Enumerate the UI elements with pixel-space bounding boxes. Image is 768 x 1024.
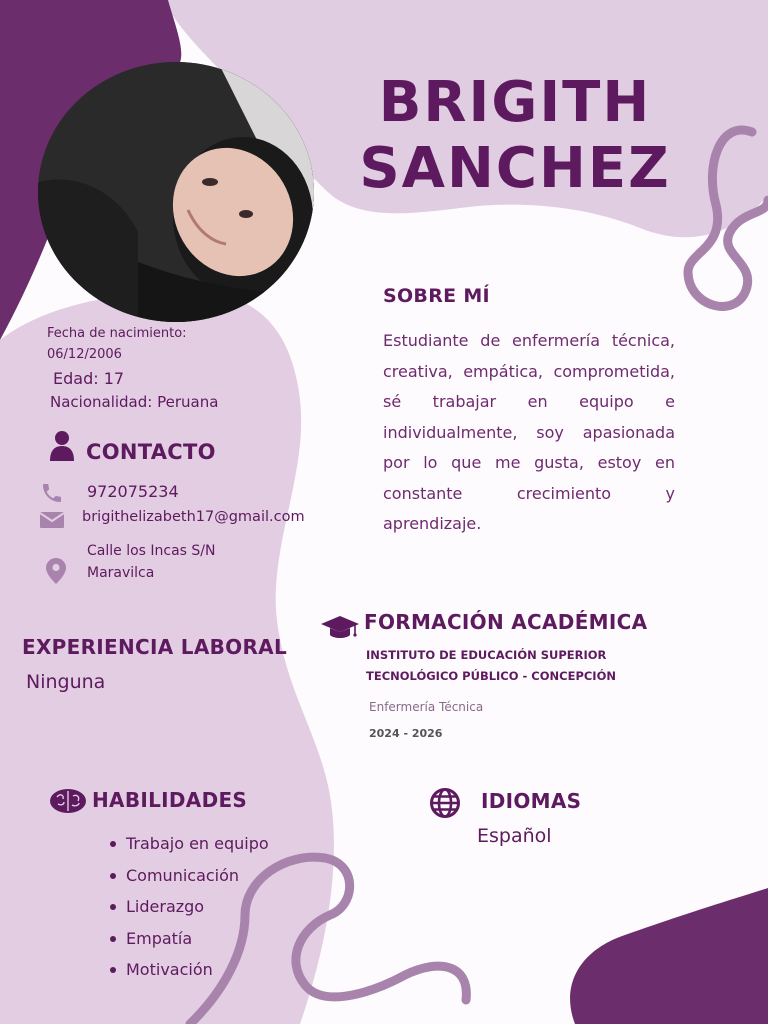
institution-line-1: INSTITUTO DE EDUCACIÓN SUPERIOR (366, 648, 607, 662)
phone-icon (39, 481, 65, 505)
languages-value: Español (477, 825, 552, 847)
full-name (340, 70, 690, 202)
education-years: 2024 - 2026 (369, 727, 443, 740)
contact-address (87, 540, 216, 584)
experience-value: Ninguna (26, 671, 106, 693)
skills-list (108, 828, 269, 986)
nationality: Nacionalidad: Peruana (50, 393, 219, 411)
education-program: Enfermería Técnica (369, 700, 484, 714)
skill-item: Trabajo en equipo (108, 828, 269, 860)
institution-line-2: TECNOLÓGICO PÚBLICO - CONCEPCIÓN (366, 669, 616, 683)
contact-phone[interactable]: 972075234 (87, 482, 179, 501)
globe-icon (429, 787, 461, 819)
mail-icon (39, 511, 65, 529)
education-title: FORMACIÓN ACADÉMICA (364, 610, 648, 634)
experience-title: EXPERIENCIA LABORAL (22, 635, 287, 659)
location-pin-icon (45, 557, 67, 585)
about-title: SOBRE MÍ (383, 285, 490, 307)
brain-icon (49, 787, 87, 815)
skill-item: Liderazgo (108, 891, 269, 923)
birth-label: Fecha de nacimiento: (47, 326, 187, 341)
first-name: BRIGITH (378, 70, 652, 135)
birth-date: 06/12/2006 (47, 347, 122, 362)
last-name: SANCHEZ (359, 136, 671, 201)
person-icon (49, 430, 75, 462)
education-institution (366, 645, 616, 687)
contact-title: CONTACTO (86, 440, 216, 464)
address-line-1: Calle los Incas S/N (87, 543, 216, 559)
skill-item: Comunicación (108, 860, 269, 892)
skills-title: HABILIDADES (92, 788, 248, 812)
age: Edad: 17 (53, 369, 125, 388)
skill-item: Empatía (108, 923, 269, 955)
languages-title: IDIOMAS (481, 789, 582, 813)
contact-email[interactable]: brigithelizabeth17@gmail.com (82, 509, 305, 525)
personal-info (47, 323, 187, 365)
about-text: Estudiante de enfermería técnica, creativa, empática, comprometida, sé trabajar en equipo e individualmente, soy apasionada por lo que me gusta, estoy en constante crecimiento y aprendizaje. (383, 331, 675, 533)
bottom-right-plum-blob (570, 888, 768, 1024)
graduation-cap-icon (320, 614, 360, 640)
address-line-2: Maravilca (87, 565, 155, 581)
skill-item: Motivación (108, 954, 269, 986)
profile-photo (38, 62, 314, 322)
